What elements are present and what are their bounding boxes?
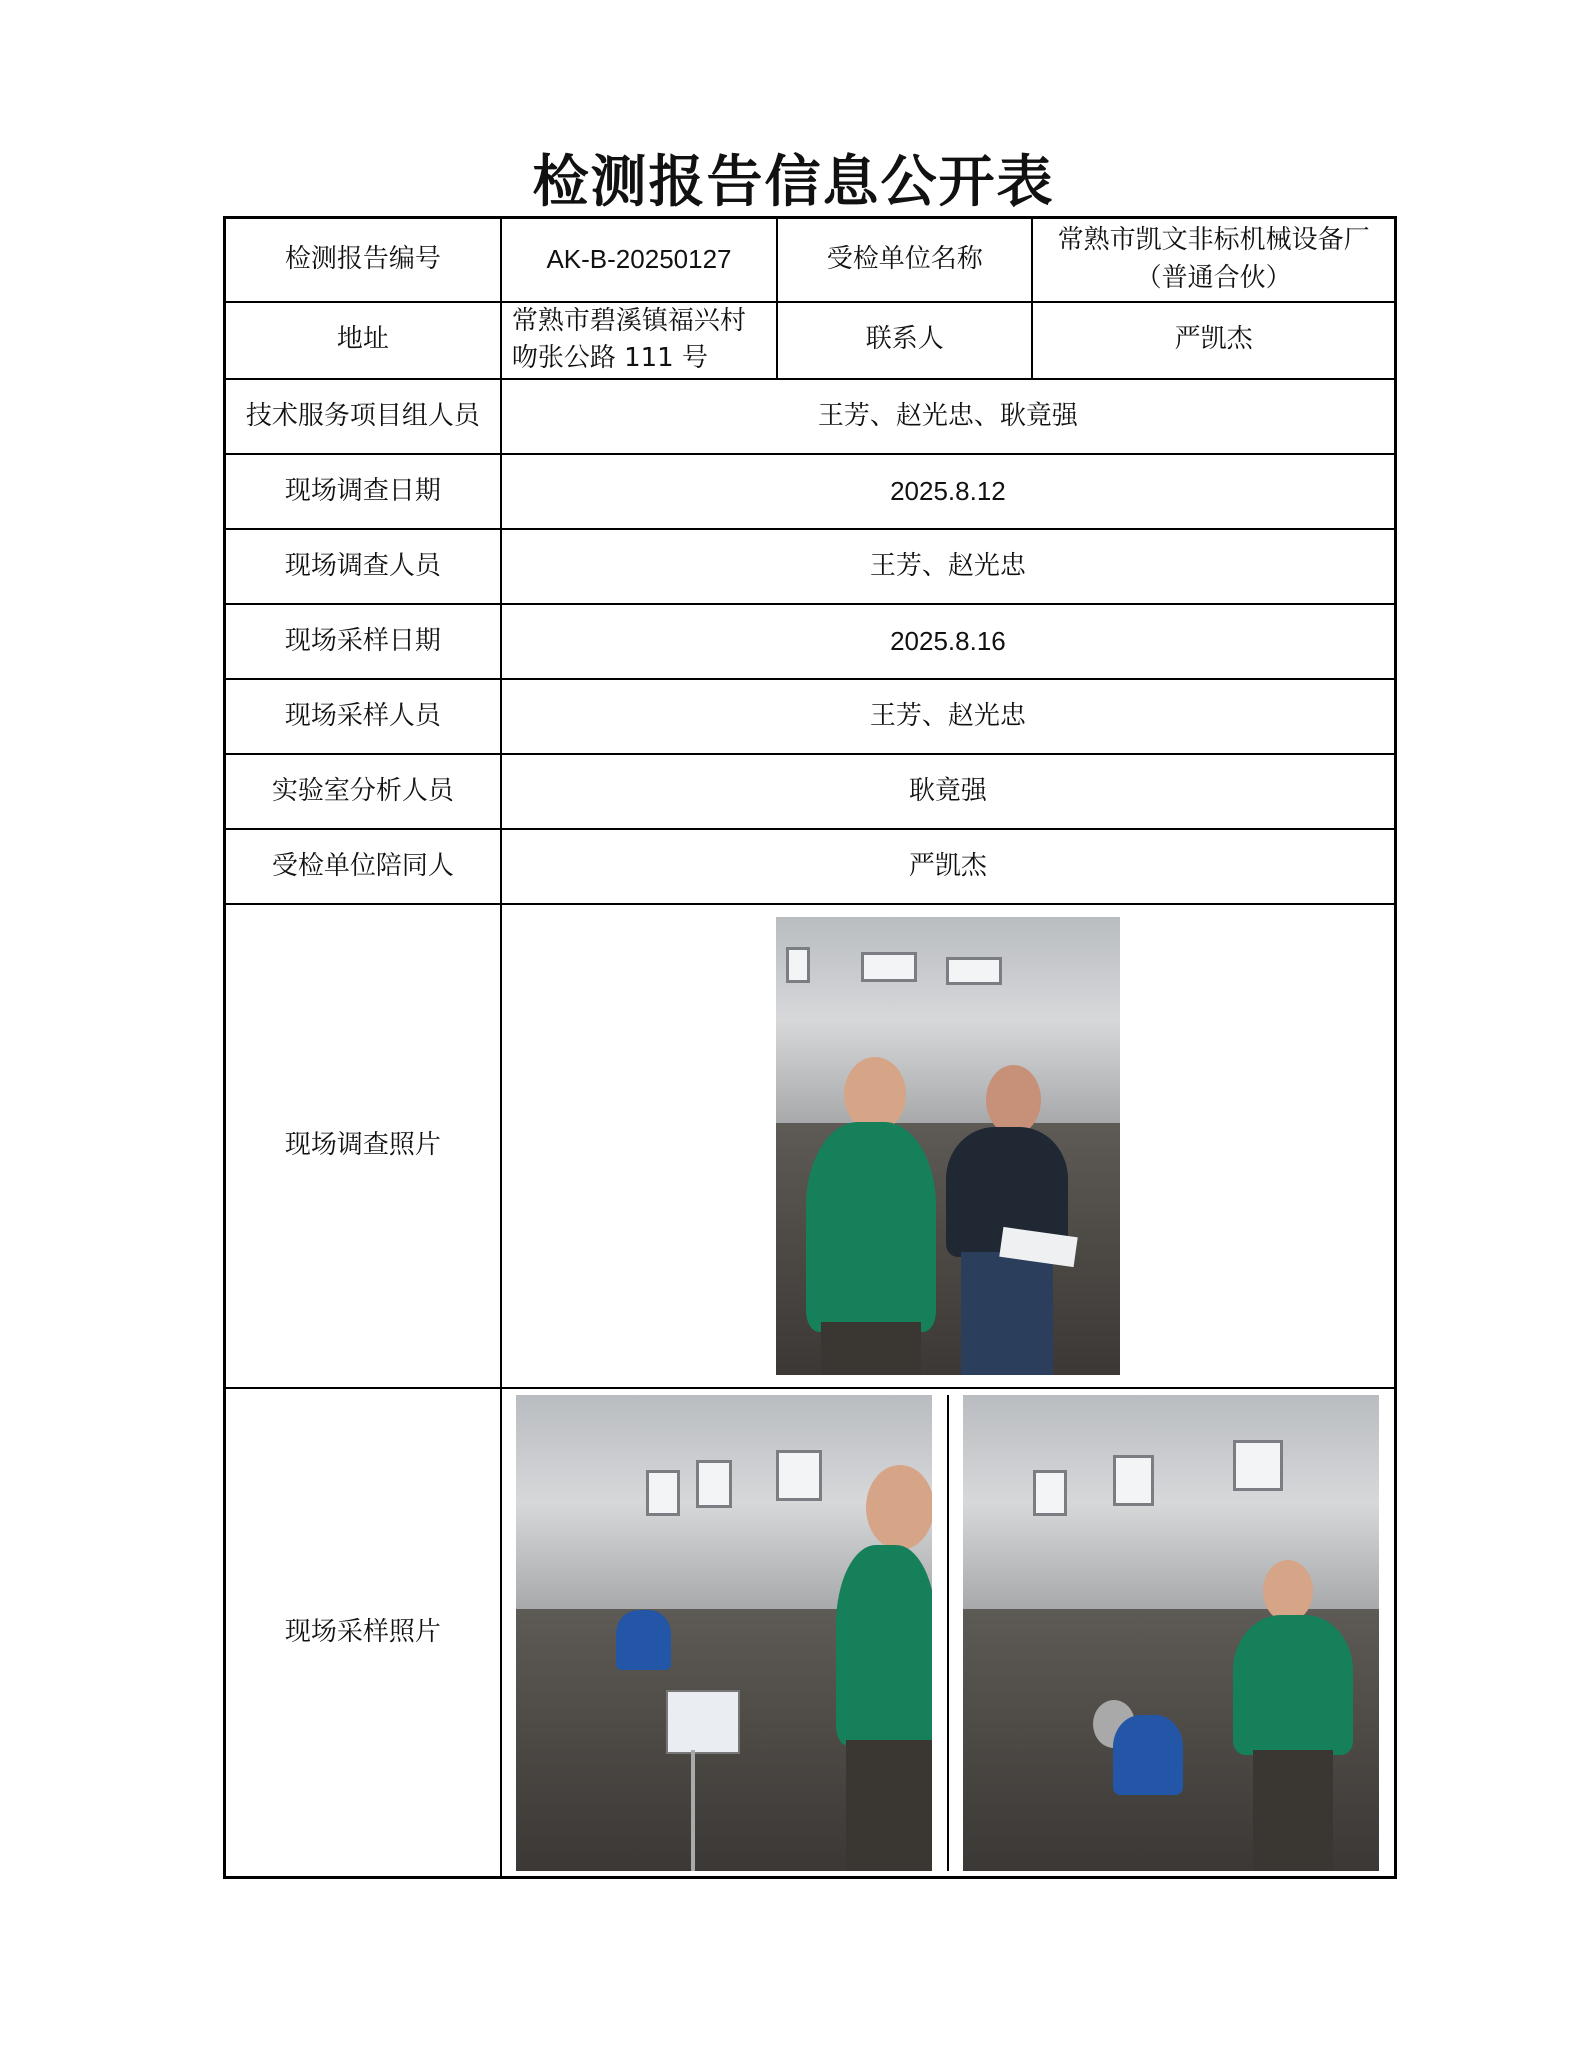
page-title: 检测报告信息公开表: [532, 149, 1055, 215]
sampling-staff-label: 现场采样人员: [225, 679, 501, 754]
survey-staff-label: 现场调查人员: [225, 529, 501, 604]
survey-date-label: 现场调查日期: [225, 454, 501, 529]
address-label: 地址: [225, 302, 501, 379]
sampling-photo-1: [516, 1395, 932, 1871]
team-label: 技术服务项目组人员: [225, 379, 501, 454]
address-value: 常熟市碧溪镇福兴村吻张公路 111 号: [501, 302, 777, 379]
sampling-date-value: 2025.8.16: [501, 604, 1396, 679]
table-row: [225, 829, 1396, 904]
unit-label: 受检单位名称: [777, 218, 1032, 302]
survey-photo: [776, 917, 1120, 1375]
table-row: [225, 679, 1396, 754]
unit-name-value: 常熟市凯文非标机械设备厂（普通合伙）: [1032, 218, 1395, 302]
escort-value: 严凯杰: [501, 829, 1396, 904]
report-no-label: 检测报告编号: [225, 218, 501, 302]
table-row: [225, 904, 1396, 1388]
table-row: [225, 604, 1396, 679]
escort-label: 受检单位陪同人: [225, 829, 501, 904]
table-row: [225, 529, 1396, 604]
survey-staff-value: 王芳、赵光忠: [501, 529, 1396, 604]
table-row: [225, 379, 1396, 454]
table-row: [225, 302, 1396, 379]
table-row: [225, 218, 1396, 302]
table-row: [225, 454, 1396, 529]
report-no-value: AK-B-20250127: [501, 218, 777, 302]
sampling-date-label: 现场采样日期: [225, 604, 501, 679]
lab-staff-value: 耿竟强: [501, 754, 1396, 829]
sampling-photo-2: [963, 1395, 1379, 1871]
survey-photo-label: 现场调查照片: [225, 904, 501, 1388]
table-row: [225, 1388, 1396, 1878]
report-table: [223, 216, 1397, 1879]
team-value: 王芳、赵光忠、耿竟强: [501, 379, 1396, 454]
lab-label: 实验室分析人员: [225, 754, 501, 829]
survey-date-value: 2025.8.12: [501, 454, 1396, 529]
contact-label: 联系人: [777, 302, 1032, 379]
sampling-photo-label: 现场采样照片: [225, 1388, 501, 1878]
sampling-staff-value: 王芳、赵光忠: [501, 679, 1396, 754]
table-row: [225, 754, 1396, 829]
contact-value: 严凯杰: [1032, 302, 1395, 379]
